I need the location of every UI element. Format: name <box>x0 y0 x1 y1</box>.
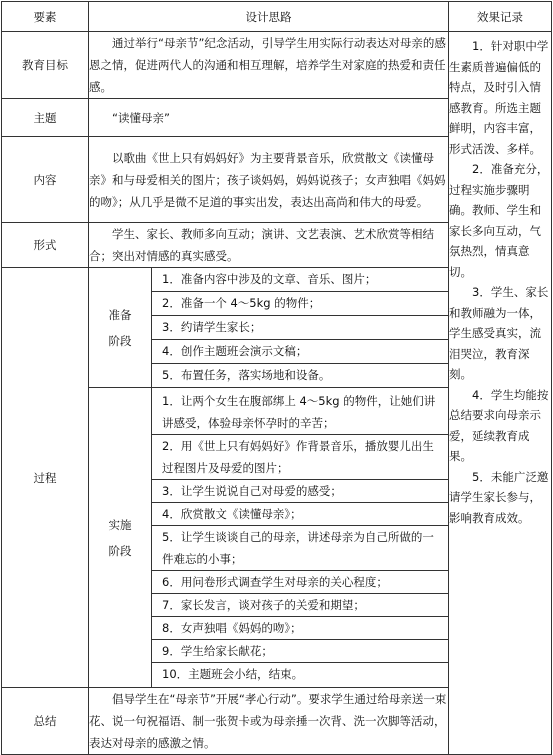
impl-step: 2．用《世上只有妈妈好》作背景音乐，播放婴儿出生过程图片及母爱的图片； <box>152 435 448 480</box>
prep-steps-list <box>152 268 448 387</box>
prep-step: 4．创作主题班会演示文稿； <box>152 340 448 364</box>
header-element: 要素 <box>2 2 89 32</box>
form-text: 学生、家长、教师多向互动；演讲、文艺表演、艺术欣赏等相结合；突出对情感的真实感受。 <box>89 227 434 263</box>
label-form: 形式 <box>2 223 89 268</box>
impl-steps-cell <box>152 388 449 688</box>
impl-step: 9．学生给家长献花； <box>152 640 448 663</box>
goal-text: 通过举行“母亲节”纪念活动，引导学生用实际行动表达对母亲的感恩之情，促进两代人的沟通和相互理解，培养学生对家庭的热爱和责任感。 <box>89 36 446 94</box>
effect-item: 3．学生、家长和教师融为一体，学生感受真实，流泪哭泣，教育深刻。 <box>449 285 549 381</box>
impl-step: 10．主题班会小结，结束。 <box>162 667 304 681</box>
goal-cell <box>89 32 449 99</box>
effect-item: 2．准备充分，过程实施步骤明确。教师、学生和家长多向互动，气氛热烈，情真意切。 <box>449 162 549 279</box>
impl-step: 4．欣赏散文《读懂母亲》； <box>152 503 448 526</box>
impl-step: 7．家长发言，谈对孩子的关爱和期望； <box>152 594 448 617</box>
content-text: 以歌曲《世上只有妈妈好》为主要背景音乐，欣赏散文《读懂母亲》和与母爱相关的图片；孩子谈妈妈，妈妈说孩子；女声独唱《妈妈的吻》；从几乎是微不足道的事实出发，表达出高尚和伟大的母爱。 <box>89 150 446 209</box>
impl-step: 6．用问卷形式调查学生对母亲的关心程度； <box>152 571 448 594</box>
label-content: 内容 <box>2 137 89 223</box>
summary-cell <box>89 688 449 755</box>
impl-steps-list <box>152 390 448 685</box>
lesson-plan-table <box>1 1 552 755</box>
header-effect: 效果记录 <box>449 2 552 32</box>
label-summary: 总结 <box>2 688 89 755</box>
effect-item: 4．学生均能按总结要求向母亲示爱，延续教育成果。 <box>449 387 549 463</box>
form-cell <box>89 223 449 268</box>
impl-step: 5．让学生谈谈自己的母亲，讲述母亲为自己所做的一件难忘的小事； <box>152 526 448 571</box>
label-process: 过程 <box>2 268 89 688</box>
effect-item: 5．未能广泛邀请学生家长参与，影响教育成效。 <box>449 469 549 525</box>
summary-text: 倡导学生在“母亲节”开展“孝心行动”。要求学生通过给母亲送一束花、说一句祝福语、制一张贺卡或为母亲捶一次背、洗一次脚等活动，表达对母亲的感激之情。 <box>89 692 447 750</box>
prep-step: 1．准备内容中涉及的文章、音乐、图片； <box>152 268 448 292</box>
row-goal <box>2 32 552 99</box>
label-theme: 主题 <box>2 99 89 137</box>
prep-label-line1: 准备 <box>108 307 132 322</box>
header-row <box>2 2 552 32</box>
impl-step: 3．让学生说说自己对母爱的感受； <box>152 480 448 503</box>
impl-stage-label <box>89 388 152 688</box>
prep-step: 2．准备一个 4～5kg 的物件； <box>152 292 448 316</box>
prep-stage-label <box>89 268 152 388</box>
prep-step: 5．布置任务，落实场地和设备。 <box>162 368 331 382</box>
prep-steps-cell <box>152 268 449 388</box>
prep-step: 3．约请学生家长； <box>152 316 448 340</box>
effect-cell <box>449 32 552 755</box>
prep-label-line2: 阶段 <box>108 333 132 348</box>
theme-text: “读懂母亲” <box>112 110 170 125</box>
label-goal: 教育目标 <box>2 32 89 99</box>
effect-item: 1．针对职中学生素质普遍偏低的特点，及时引入情感教育。所选主题鲜明，内容丰富，形式活泼、多样。 <box>449 39 549 156</box>
impl-label-line1: 实施 <box>108 517 132 532</box>
header-design: 设计思路 <box>89 2 449 32</box>
impl-step: 1．让两个女生在腹部绑上 4～5kg 的物件，让她们讲讲感受，体验母亲怀孕时的辛苦； <box>152 390 448 435</box>
impl-step: 8．女声独唱《妈妈的吻》； <box>152 617 448 640</box>
impl-label-line2: 阶段 <box>108 543 132 558</box>
theme-cell <box>89 99 449 137</box>
content-cell <box>89 137 449 223</box>
